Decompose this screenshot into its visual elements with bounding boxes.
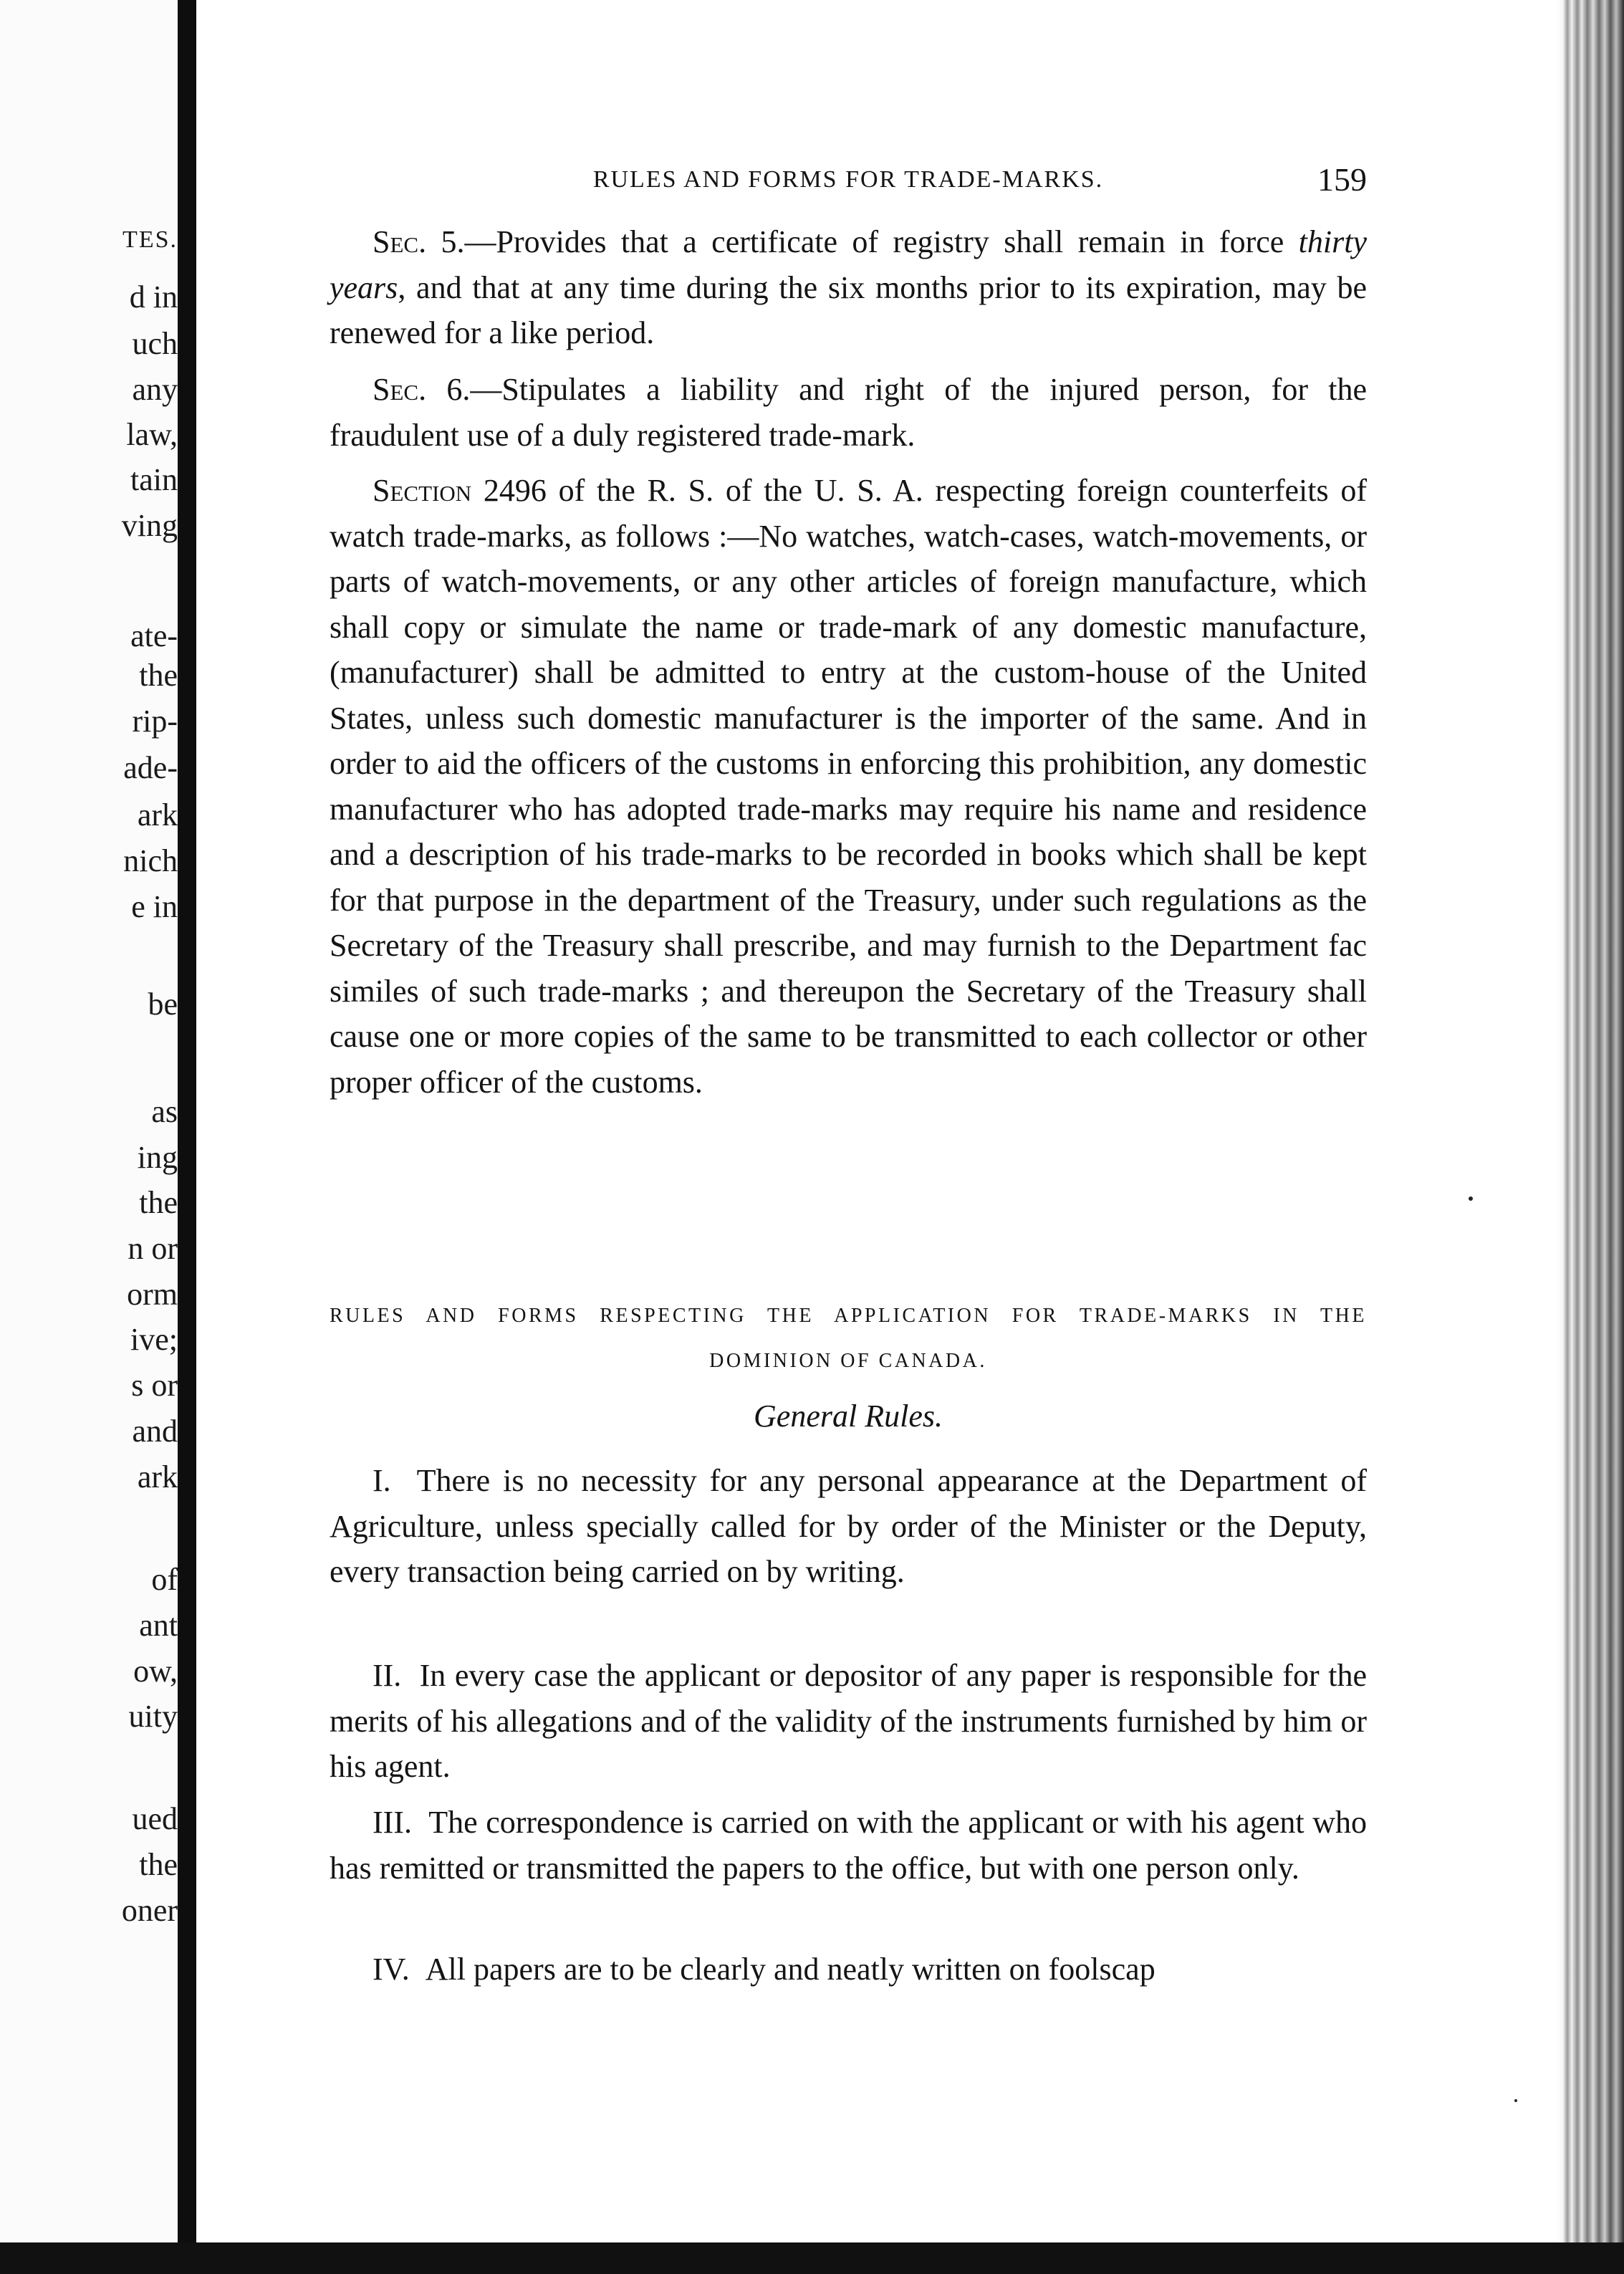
bottom-scan-edge [0,2242,1624,2274]
section-label: Sec. 5. [373,224,465,259]
left-page-fragment: be [148,987,178,1022]
rule-item [330,1947,1367,1992]
paragraph-text: —Stipulates a liability and right of the injured person, for the fraudulent use of a duly registered trade-mark. [330,372,1367,453]
left-page-fragment: ark [137,1459,178,1495]
left-page-fragment: s or [131,1368,178,1403]
left-page-fragment: oner [121,1893,178,1928]
rules-heading: RULES AND FORMS RESPECTING THE APPLICATION FOR TRADE-MARKS IN THE DOMINION OF CANADA. [330,1305,1367,1372]
left-page-fragment: rip- [132,704,178,739]
left-page-fragment: any [132,372,178,407]
left-page-fragment: ued [132,1801,178,1836]
left-page-fragment: the [139,1847,178,1882]
left-page-fragment: ing [137,1140,178,1175]
rule-text: In every case the applicant or depositor of any paper is responsible for the merits of his allegations and of the validity of the instruments furnished by him or his agent. [330,1658,1367,1784]
section-label: Sec. 6. [373,372,471,407]
left-page-fragment: d in [129,279,178,315]
page-number: 159 [1317,161,1367,198]
general-rules-title: General Rules. [754,1399,943,1434]
left-page-fragment: ow, [133,1654,178,1689]
left-page-fragment: orm [127,1277,178,1312]
rule-number: II. [373,1658,402,1693]
left-page-fragment: of [151,1562,178,1597]
running-head-title: RULES AND FORMS FOR TRADE-MARKS. [592,166,1104,193]
paragraph-text: 2496 of the R. S. of the U. S. A. respecting foreign counterfeits of watch trade-marks, as follows :—No watches, watch-cases, watch-movements, or parts of watch-movements, or any other articles of foreign manufacture, which shall copy or simulate the name or trade-mark of any domestic manufacture, (manufacturer) shall be admitted to entry at the custom-house of the United States, unless such domestic manufacturer is the importer of the same. And in order to aid the officers of the customs in enforcing this prohibition, any domestic manufacturer who has adopted trade-marks may require his name and residence and a description of his trade-marks to be recorded in books which shall be kept for that purpose in the department of the Treasury, under such regulations as the Secretary of the Treasury shall prescribe, and may furnish to the Department fac similes of such trade-marks ; and thereupon the Secretary of the Treasury shall cause one or more copies of the same to be transmitted to each collector or other proper officer of the customs. [330,473,1367,1100]
left-page-fragment: ive; [130,1322,178,1357]
book-gutter [178,0,196,2274]
left-page-fragment: nich [123,843,178,878]
left-page-fragment: ate- [130,618,178,653]
left-page-fragment: law, [126,417,178,452]
rule-number: IV. [373,1952,410,1987]
rule-number: I. [373,1463,391,1498]
left-page-fragment: uity [128,1699,178,1734]
paragraph-text: —Provides that a certificate of registry shall remain in force [464,224,1299,259]
left-page-fragment: TES. [122,226,178,253]
left-page-fragment: tain [130,462,178,497]
rule-text: There is no necessity for any personal appearance at the Department of Agriculture, unless specially called for by order of the Minister or the Deputy, every transaction being carried on by writing. [330,1463,1367,1589]
scan-speck [1514,2099,1517,2102]
left-page-fragment: uch [132,326,178,361]
left-facing-page [0,0,178,2274]
scan-speck [1469,1196,1473,1201]
rule-item [330,1458,1367,1595]
paragraph-sec-5 [330,219,1367,356]
left-page-fragment: ade- [123,750,178,785]
left-page-fragment: e in [131,889,178,924]
rule-text: All papers are to be clearly and neatly written on foolscap [425,1952,1155,1987]
rule-number: III. [373,1805,412,1840]
running-head [330,162,1367,198]
page-edge-stack [1557,0,1624,2274]
rule-item [330,1653,1367,1790]
paragraph-sec-6 [330,367,1367,458]
rule-item [330,1800,1367,1891]
paragraph-section-2496 [330,468,1367,1105]
left-page-fragment: and [132,1414,178,1449]
left-page-fragment: ant [139,1608,178,1643]
left-page-fragment: ark [137,797,178,833]
emphasis-text: thirty years [330,224,1367,305]
left-page-fragment: the [139,658,178,693]
left-page-fragment: ving [121,508,178,543]
paragraph-text: , and that at any time during the six months prior to its expiration, may be renewed for a like period. [330,269,1367,350]
section-label: Section [373,473,472,508]
left-page-fragment: n or [128,1231,178,1266]
left-page-fragment: as [151,1094,178,1129]
rule-text: The correspondence is carried on with the applicant or with his agent who has remitted or transmitted the papers to the office, but with one person only. [330,1805,1368,1886]
left-page-fragment: the [139,1185,178,1220]
